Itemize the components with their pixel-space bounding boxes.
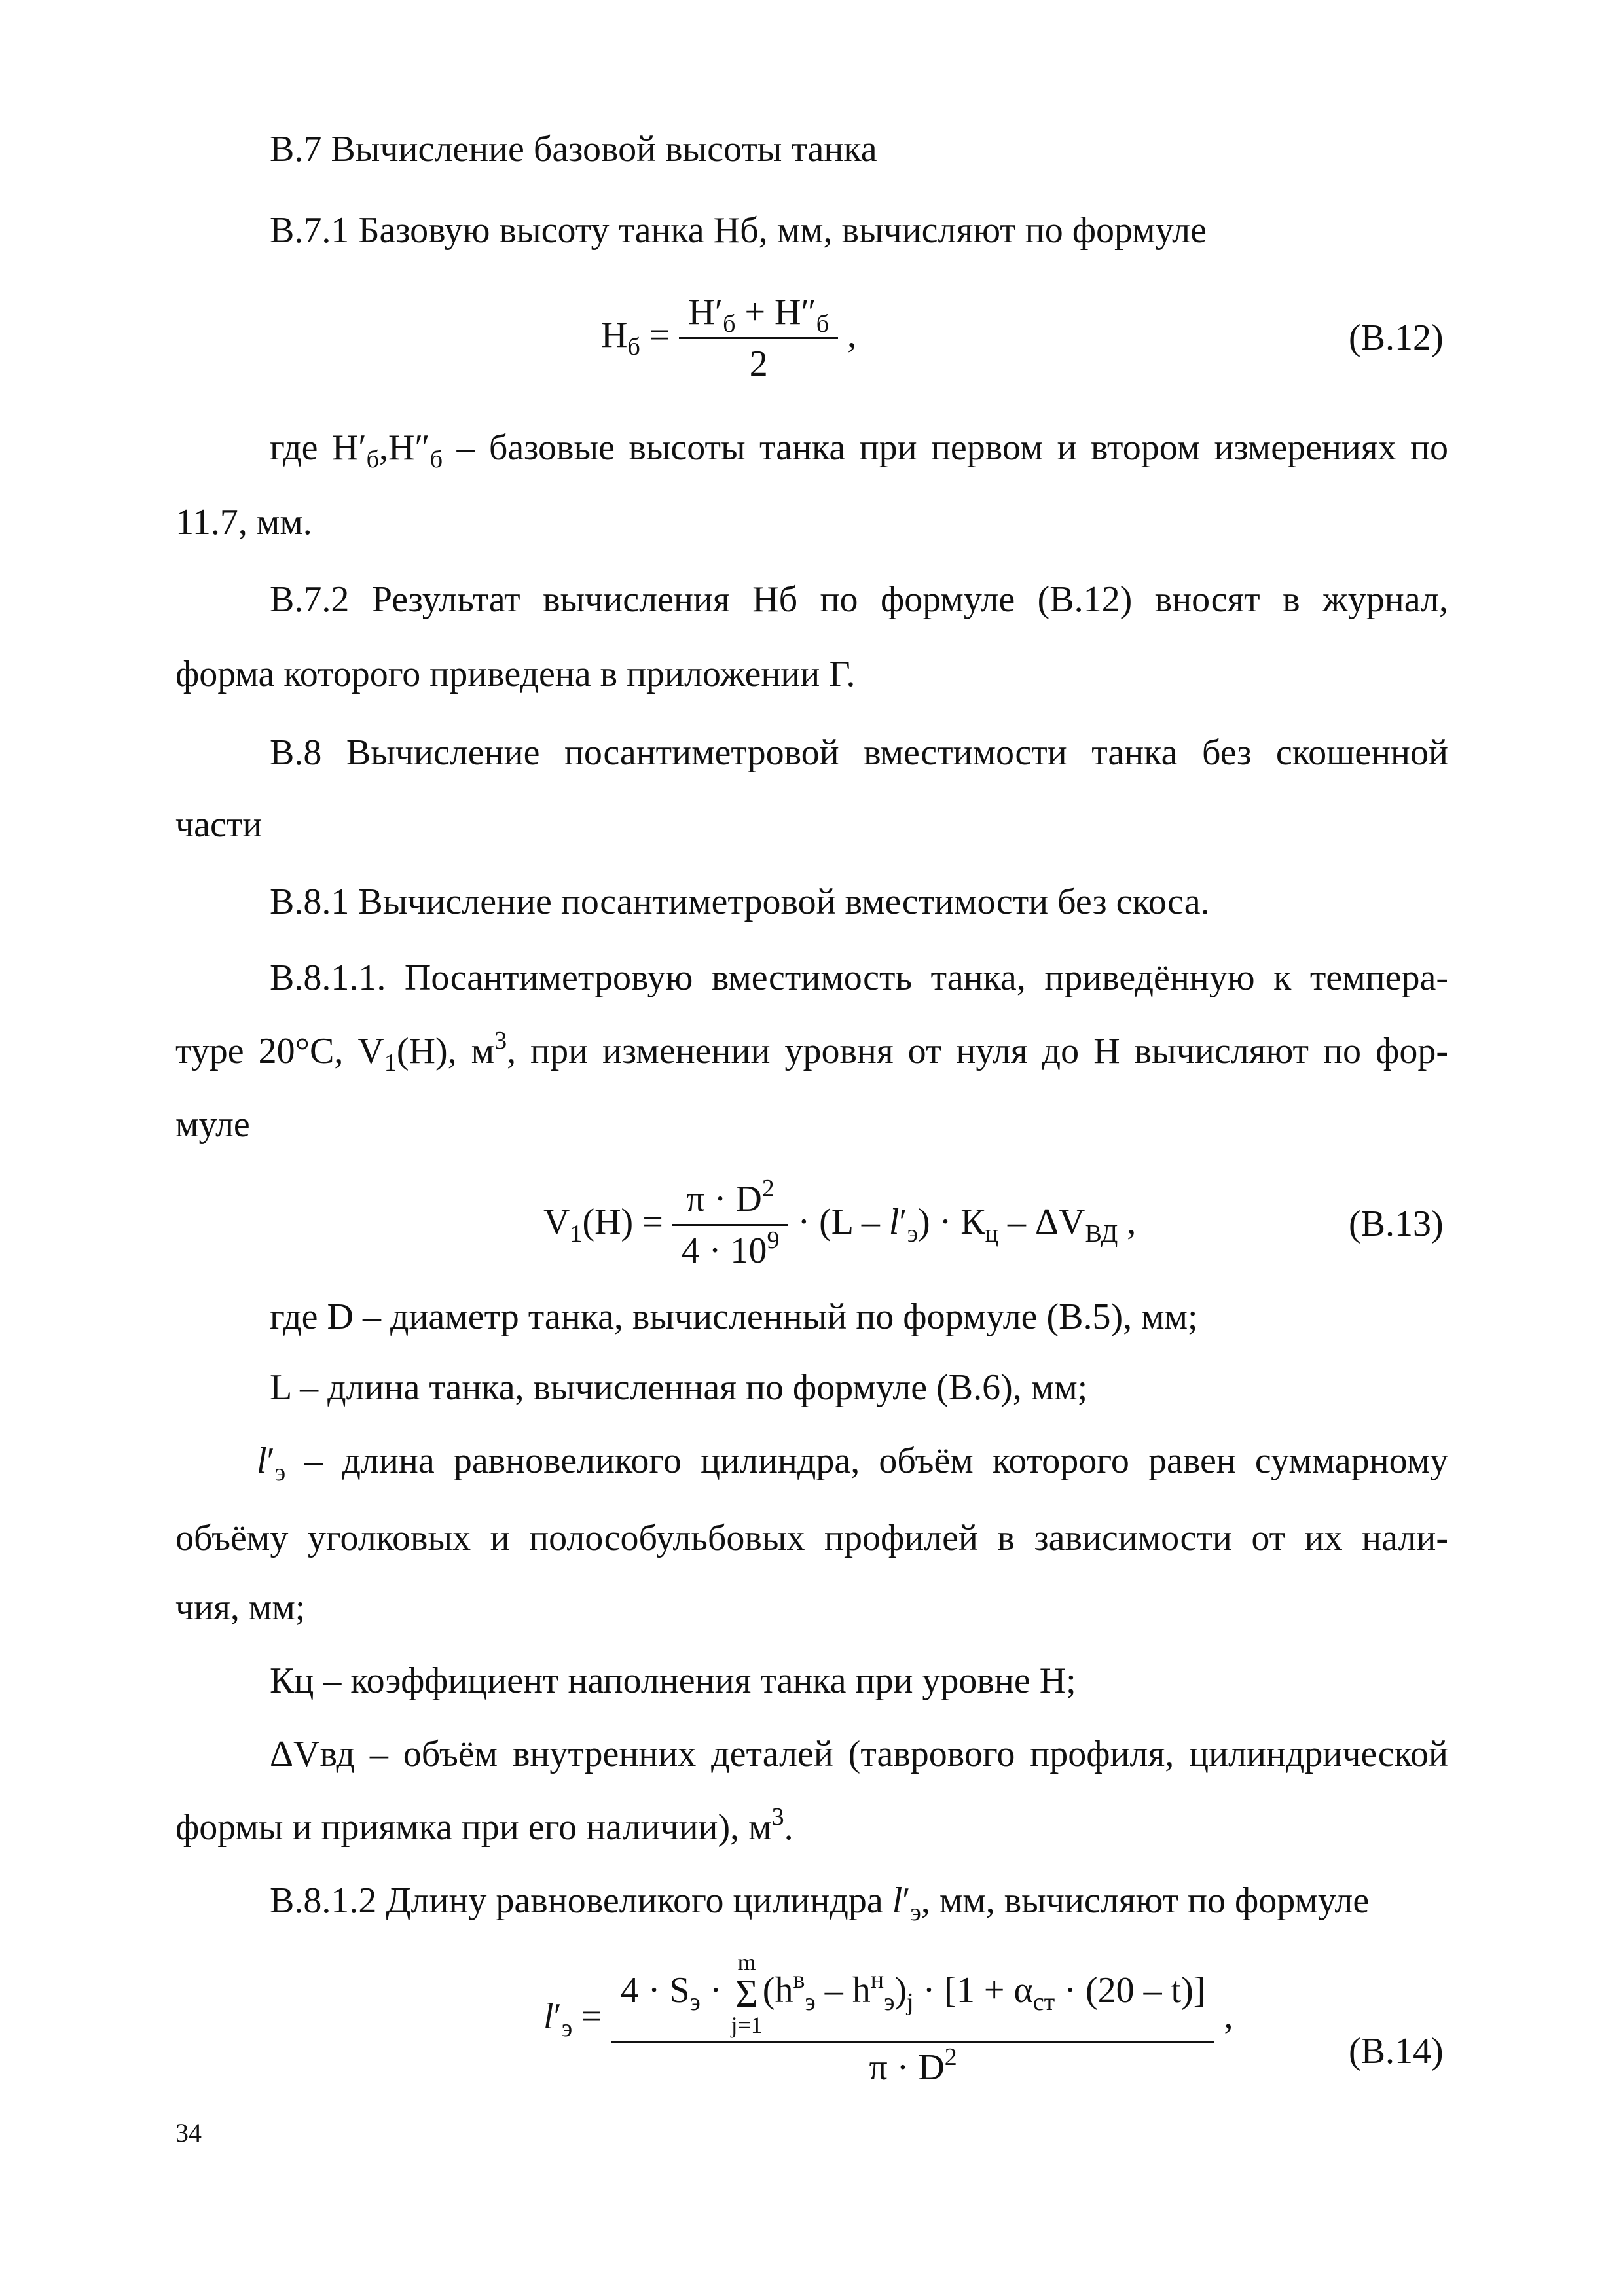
heading-b81: В.8.1 Вычисление посантиметровой вместимости без скоса. — [270, 882, 1210, 922]
where-b12-line1: где $Н'_б,Н''_б$ – базовые высоты танка при первом и втором измерениях по — [270, 427, 1449, 473]
paragraph-b811-line1: В.8.1.1. Посантиметровую вместимость танка, приведённую к темпера- — [270, 958, 1448, 998]
heading-b8-line2: части — [175, 804, 263, 845]
paragraph-b812: В.8.1.2 Длину равновеликого цилиндра $l'_э$, мм, вычисляют по формуле — [270, 1880, 1370, 1926]
fraction: $\frac{Н'_б + Н''_б}{2}$ — [679, 291, 838, 386]
summation-sign: m Σ j=1 — [731, 1949, 763, 2038]
formula-b13: $V_1(Н)$ = $\frac{\pi \cdot D^2}{4 \cdot 10^9}$ · $(L - l'_э) \cdot К_ц - \Delta V_{ВД}$ , — [543, 1175, 1137, 1272]
formula-b12: $Н_б$ = $\frac{Н'_б + Н''_б}{2}$ , — [601, 292, 857, 385]
where-K: Кц – коэффициент наполнения танка при уровне Н; — [270, 1660, 1076, 1701]
where-b12-line2: 11.7, мм. — [175, 502, 312, 543]
equation-number-b12: (В.12) — [1349, 317, 1444, 358]
where-L: L – длина танка, вычисленная по формуле (В.6), мм; — [270, 1367, 1088, 1408]
paragraph-b71: В.7.1 Базовую высоту танка Нб, мм, вычисляют по формуле — [270, 210, 1207, 251]
fraction: $\frac{\pi \cdot D^2}{4 \cdot 10^9}$ — [672, 1178, 789, 1272]
where-dV-line1: ΔVвд – объём внутренних деталей (таврового профиля, цилиндрической — [270, 1734, 1448, 1774]
equation-number-b13: (В.13) — [1349, 1204, 1444, 1244]
paragraph-b811-line3: муле — [175, 1104, 250, 1145]
where-l-line3: чия, мм; — [175, 1587, 306, 1628]
heading-b8-line1: В.8 Вычисление посантиметровой вместимости танка без скошенной — [270, 732, 1448, 773]
formula-b14: $l'_э$ = $4 \cdot S_э$ · m Σ j=1 $(h^в_э - h^н_э)_j \cdot [1 + \alpha_{ст} \cdot (20 - t)]$ $\pi \cdot D^2$ , — [543, 1949, 1233, 2088]
where-D: где D – диаметр танка, вычисленный по формуле (В.5), мм; — [270, 1297, 1198, 1337]
where-l-line2: объёму уголковых и полособульбовых профилей в зависимости от их нали- — [175, 1518, 1448, 1558]
page-number: 34 — [175, 2118, 202, 2147]
heading-b7: В.7 Вычисление базовой высоты танка — [270, 129, 877, 170]
where-dV-line2: формы и приямка при его наличии), $м^3$. — [175, 1803, 793, 1848]
paragraph-b811-line2: туре 20°С, $V_1(Н)$, $м^3$, при изменении уровня от нуля до Н вычисляют по фор- — [175, 1027, 1448, 1077]
where-l-line1: $l'_э$ – длина равновеликого цилиндра, объём которого равен суммарному — [257, 1441, 1448, 1486]
paragraph-b72-line1: В.7.2 Результат вычисления Нб по формуле (В.12) вносят в журнал, — [270, 579, 1448, 620]
equation-number-b14: (В.14) — [1349, 2031, 1444, 2072]
fraction: $4 \cdot S_э$ · m Σ j=1 $(h^в_э - h^н_э)_j \cdot [1 + \alpha_{ст} \cdot (20 - t)]$ $\pi \cdot D^2$ — [611, 1950, 1215, 2089]
paragraph-b72-line2: форма которого приведена в приложении Г. — [175, 654, 856, 694]
